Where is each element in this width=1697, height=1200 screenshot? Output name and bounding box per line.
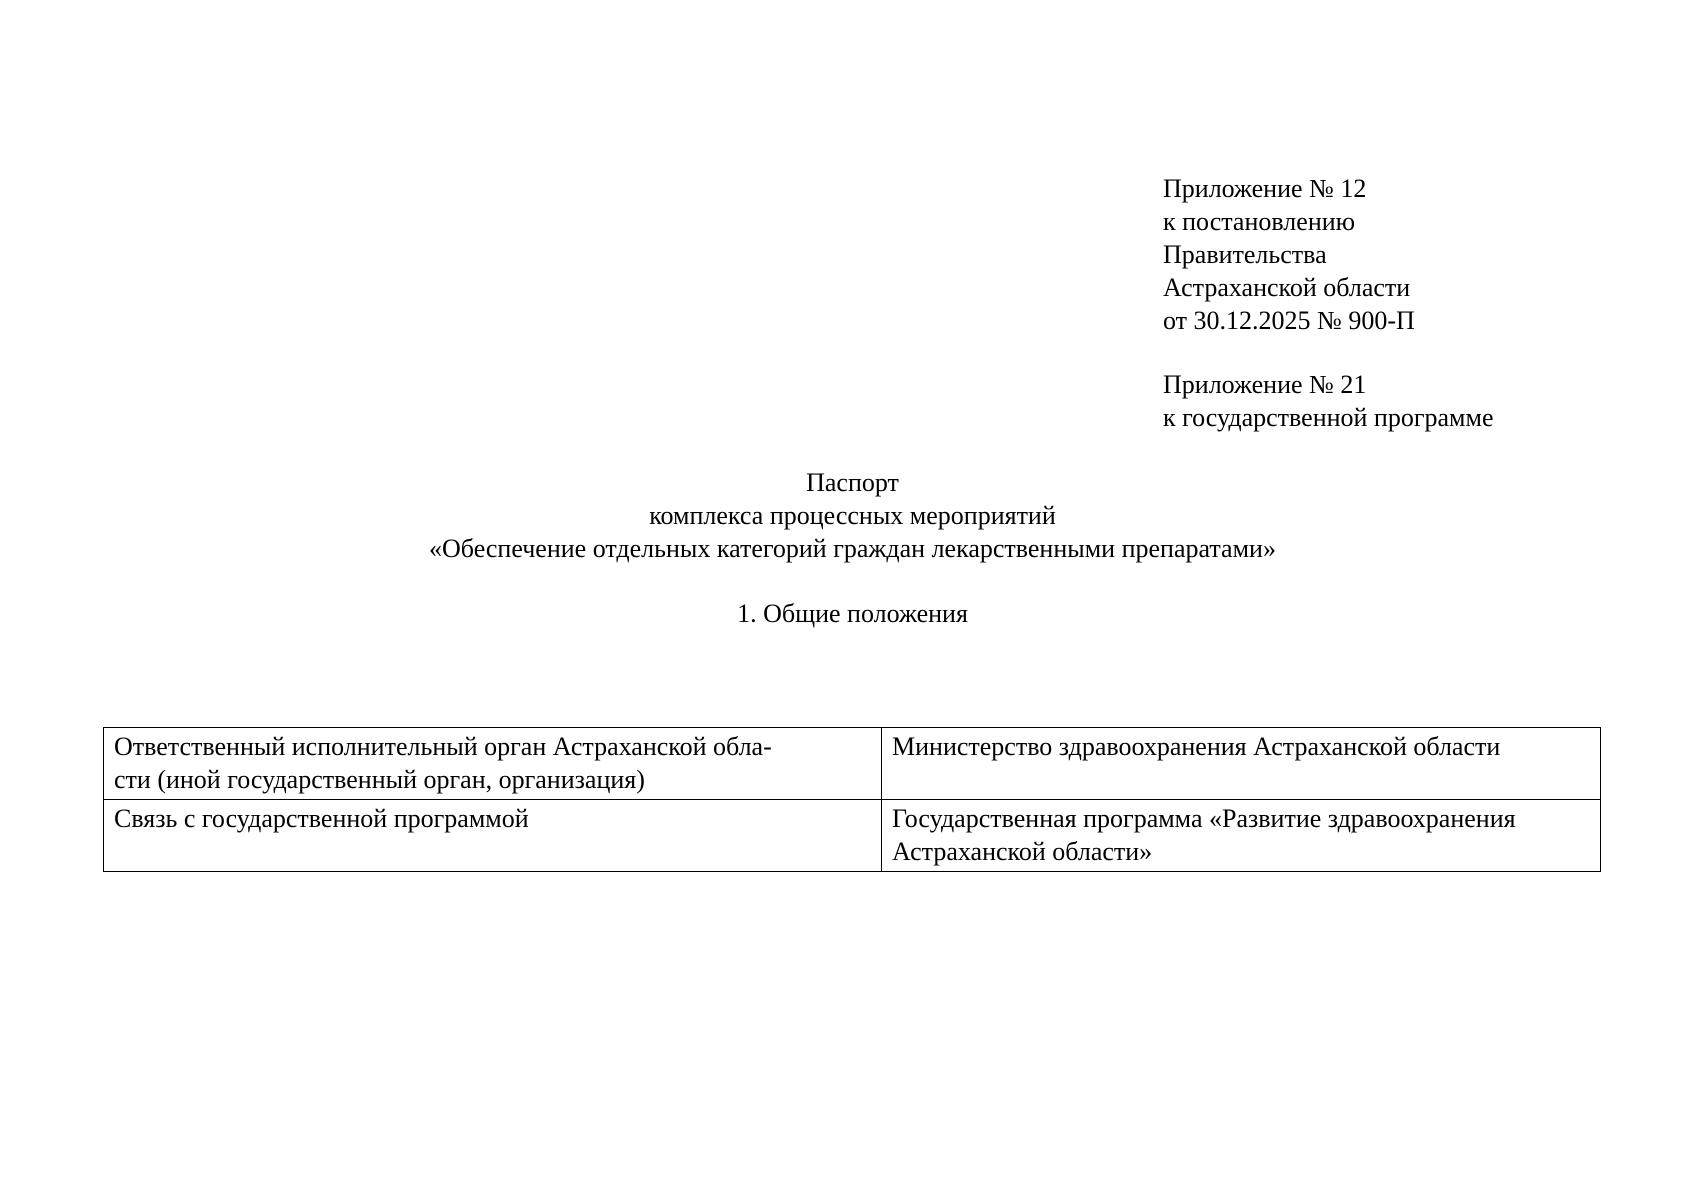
- document-title: [0, 466, 1697, 565]
- appendix-program-block: [1163, 368, 1663, 434]
- title-line-name: «Обеспечение отдельных категорий граждан лекарственными препаратами»: [429, 534, 1276, 563]
- cell-text: Астраханской области»: [892, 837, 1153, 866]
- table-row: [104, 728, 1601, 800]
- table-cell-value: [882, 800, 1601, 872]
- appendix-date-number: от 30.12.2025 № 900-П: [1163, 306, 1415, 335]
- cell-text: Ответственный исполнительный орган Астраханской обла-: [114, 732, 772, 761]
- appendix-number: Приложение № 12: [1163, 174, 1367, 203]
- appendix-resolution-block: [1163, 172, 1663, 337]
- appendix-authority: Правительства: [1163, 240, 1327, 269]
- general-provisions-table: [103, 727, 1601, 872]
- cell-text: Государственная программа «Развитие здравоохранения: [892, 804, 1516, 833]
- cell-text: Связь с государственной программой: [114, 804, 529, 833]
- table-cell-label: [104, 728, 882, 800]
- table-cell-value: [882, 728, 1601, 800]
- title-line-complex: комплекса процессных мероприятий: [649, 501, 1056, 530]
- table-cell-label: [104, 800, 882, 872]
- section-heading: 1. Общие положения: [737, 599, 968, 628]
- cell-text: Министерство здравоохранения Астраханской области: [892, 732, 1501, 761]
- cell-text: сти (иной государственный орган, организация): [114, 765, 645, 794]
- program-appendix-number: Приложение № 21: [1163, 370, 1367, 399]
- title-line-passport: Паспорт: [806, 468, 899, 497]
- appendix-reference: к постановлению: [1163, 207, 1356, 236]
- program-appendix-reference: к государственной программе: [1163, 403, 1494, 432]
- appendix-region: Астраханской области: [1163, 273, 1411, 302]
- table-row: [104, 800, 1601, 872]
